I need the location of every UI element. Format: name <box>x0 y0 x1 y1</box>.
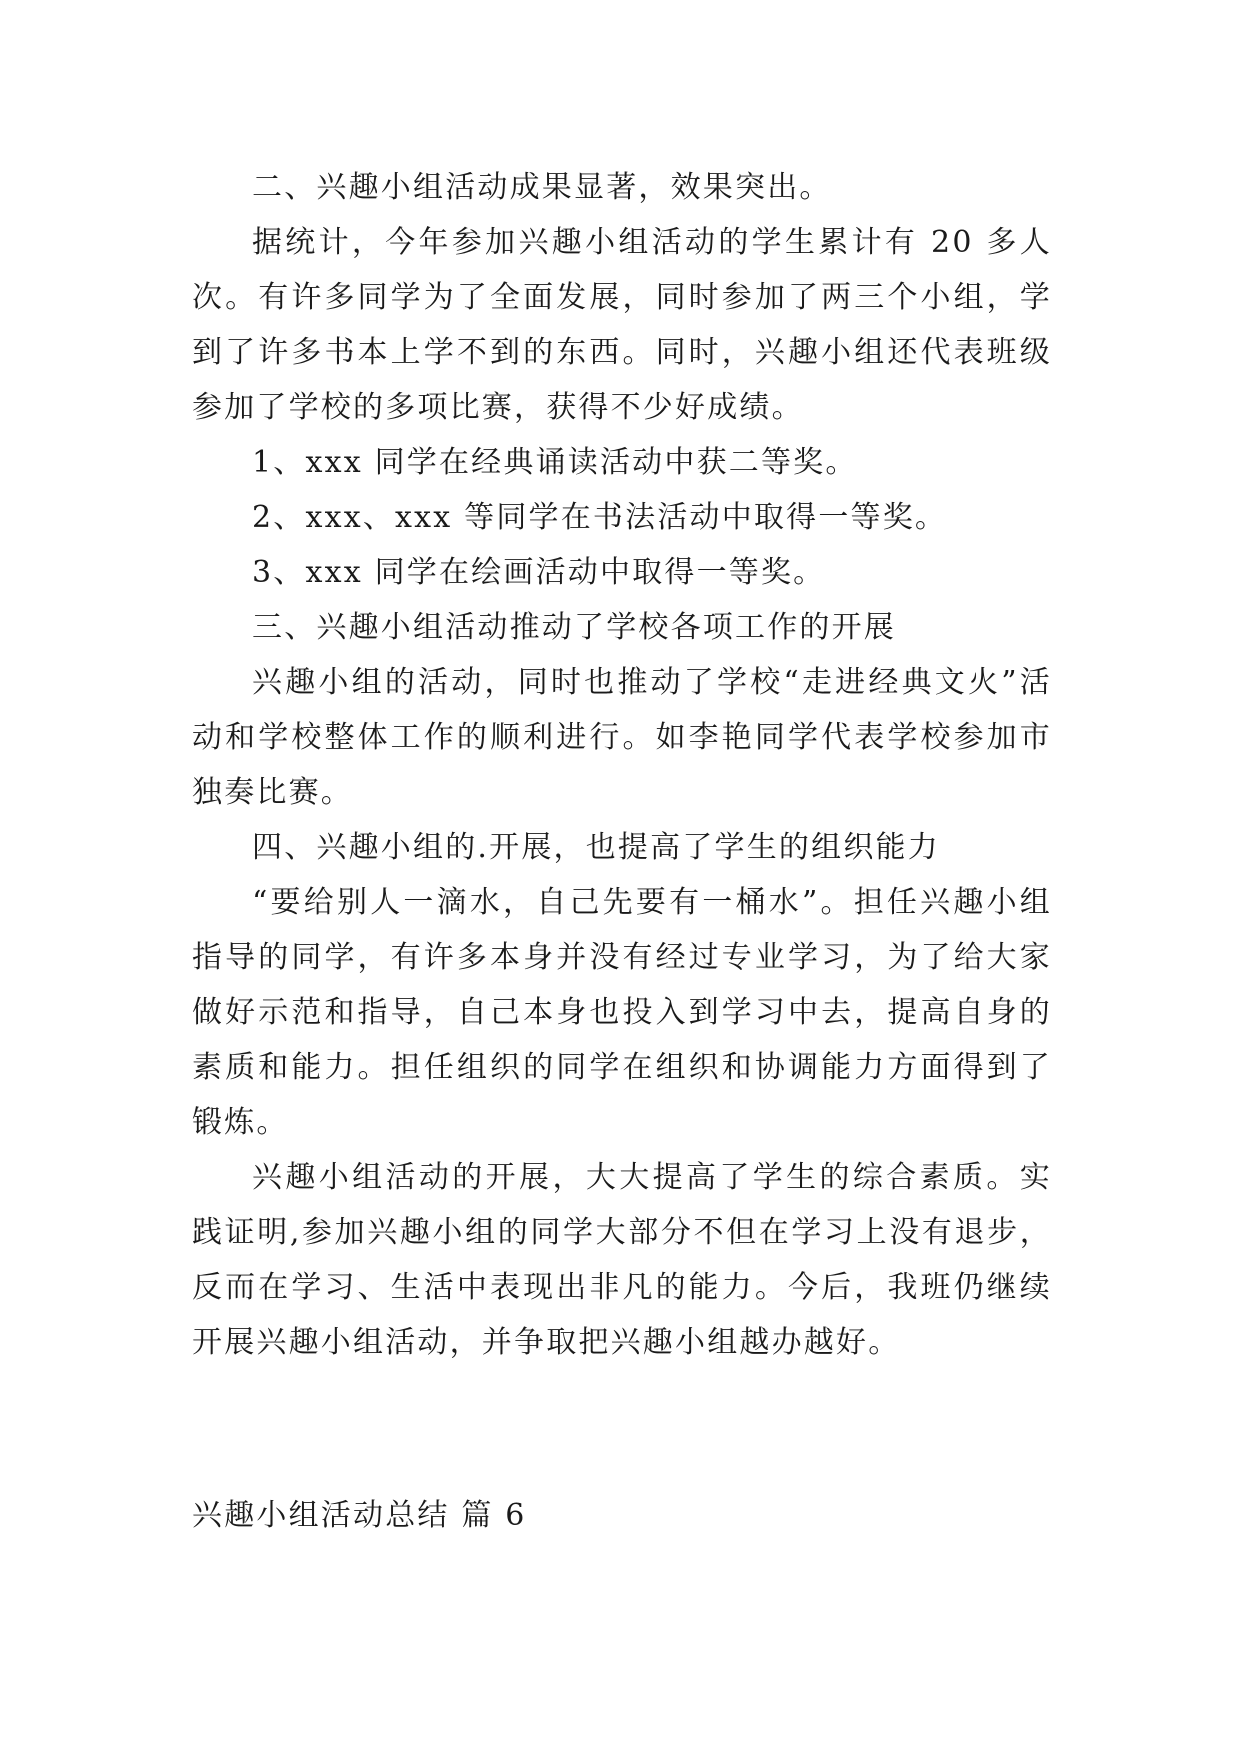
heading-achievements: 二、兴趣小组活动成果显著，效果突出。 <box>252 170 832 205</box>
heading-school-work: 三、兴趣小组活动推动了学校各项工作的开展 <box>252 610 896 645</box>
document-body <box>192 160 1052 1370</box>
paragraph-organization: “要给别人一滴水，自己先要有一桶水”。担任兴趣小组指导的同学，有许多本身并没有经过专业学习，为了给大家做好示范和指导，自己本身也投入到学习中去，提高自身的素质和能力。担任组织的同学在组织和协调能力方面得到了锻炼。 <box>192 885 1052 1140</box>
paragraph-statistics: 据统计，今年参加兴趣小组活动的学生累计有 20 多人次。有许多同学为了全面发展，同时参加了两三个小组，学到了许多书本上学不到的东西。同时，兴趣小组还代表班级参加了学校的多项比赛，获得不少好成绩。 <box>192 225 1052 425</box>
award-item-1: 1、xxx 同学在经典诵读活动中获二等奖。 <box>252 445 858 480</box>
paragraph-conclusion: 兴趣小组活动的开展，大大提高了学生的综合素质。实践证明,参加兴趣小组的同学大部分不但在学习上没有退步，反而在学习、生活中表现出非凡的能力。今后，我班仍继续开展兴趣小组活动，并争取把兴趣小组越办越好。 <box>192 1160 1052 1360</box>
paragraph-school-work: 兴趣小组的活动，同时也推动了学校“走进经典文火”活动和学校整体工作的顺利进行。如李艳同学代表学校参加市独奏比赛。 <box>192 665 1052 810</box>
award-item-2: 2、xxx、xxx 等同学在书法活动中取得一等奖。 <box>252 500 948 535</box>
heading-organization: 四、兴趣小组的.开展，也提高了学生的组织能力 <box>252 830 940 865</box>
award-item-3: 3、xxx 同学在绘画活动中取得一等奖。 <box>252 555 826 590</box>
section-title: 兴趣小组活动总结 篇 6 <box>192 1498 527 1533</box>
